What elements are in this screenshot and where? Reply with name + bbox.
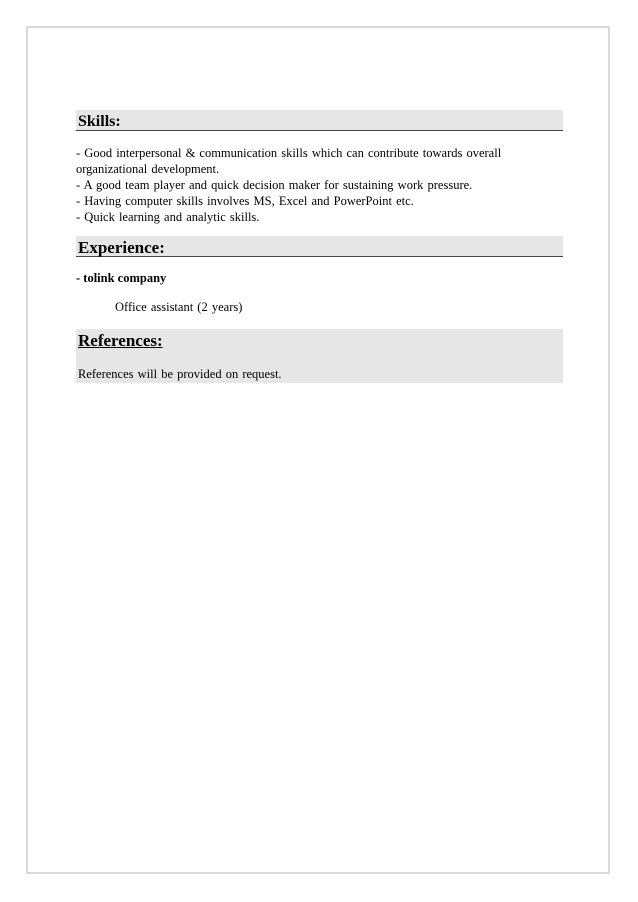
skill-line: - Quick learning and analytic skills. bbox=[76, 210, 260, 224]
skills-section-header bbox=[76, 110, 563, 131]
experience-title: Experience: bbox=[78, 238, 165, 257]
references-text: References will be provided on request. bbox=[78, 367, 282, 381]
experience-company: - tolink company bbox=[76, 271, 167, 285]
resume-content bbox=[76, 110, 563, 383]
experience-section-header bbox=[76, 236, 563, 257]
skill-line: - Good interpersonal & communication skills which can contribute towards overall bbox=[76, 146, 502, 160]
references-title: References: bbox=[78, 331, 163, 350]
skill-line: - A good team player and quick decision maker for sustaining work pressure. bbox=[76, 178, 473, 192]
skills-title: Skills: bbox=[78, 113, 121, 130]
skills-list bbox=[76, 145, 563, 225]
skill-line: organizational development. bbox=[76, 162, 220, 176]
experience-position: Office assistant (2 years) bbox=[115, 300, 243, 314]
skill-line: - Having computer skills involves MS, Excel and PowerPoint etc. bbox=[76, 194, 414, 208]
references-section bbox=[76, 329, 563, 383]
